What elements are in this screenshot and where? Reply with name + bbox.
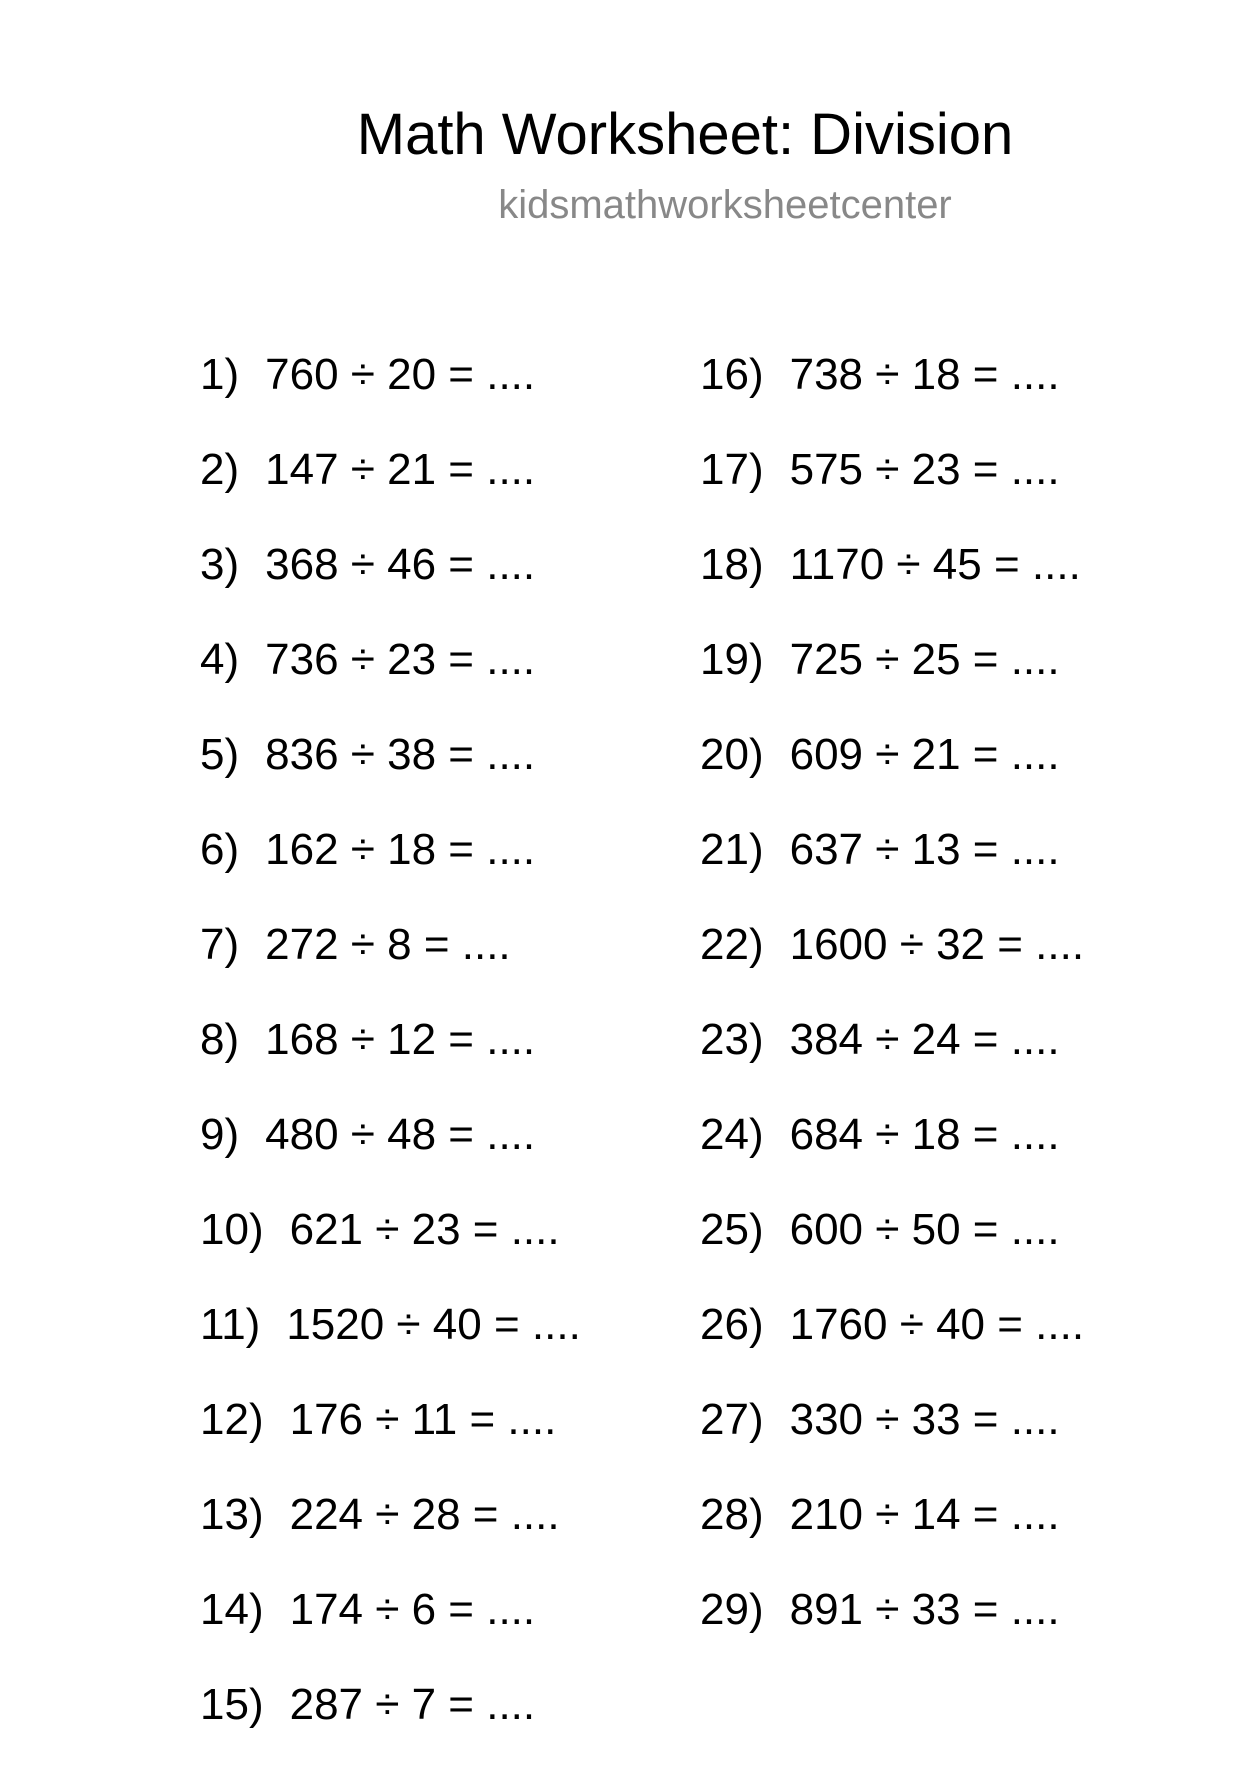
problem-expression: 684 ÷ 18 = .... bbox=[789, 1110, 1060, 1159]
problem-number: 5) bbox=[200, 730, 240, 779]
problem-expression: 609 ÷ 21 = .... bbox=[789, 730, 1060, 779]
problem-number: 24) bbox=[700, 1110, 764, 1159]
problem-3 bbox=[200, 535, 581, 630]
worksheet-source: kidsmathworksheetcenter bbox=[498, 183, 952, 227]
problem-expression: 738 ÷ 18 = .... bbox=[789, 350, 1060, 399]
problem-number: 28) bbox=[700, 1490, 764, 1539]
problem-expression: 176 ÷ 11 = .... bbox=[289, 1395, 557, 1444]
problem-number: 16) bbox=[700, 350, 764, 399]
problem-23 bbox=[700, 1010, 1084, 1105]
problem-expression: 174 ÷ 6 = .... bbox=[289, 1585, 536, 1634]
problem-14 bbox=[200, 1580, 581, 1675]
problem-expression: 162 ÷ 18 = .... bbox=[265, 825, 536, 874]
problem-17 bbox=[700, 440, 1084, 535]
problem-15 bbox=[200, 1675, 581, 1770]
problem-26 bbox=[700, 1295, 1084, 1390]
problem-number: 19) bbox=[700, 635, 764, 684]
problem-16 bbox=[700, 345, 1084, 440]
problem-12 bbox=[200, 1390, 581, 1485]
problem-number: 22) bbox=[700, 920, 764, 969]
problem-number: 11) bbox=[200, 1300, 261, 1349]
problem-8 bbox=[200, 1010, 581, 1105]
problem-number: 7) bbox=[200, 920, 240, 969]
problem-5 bbox=[200, 725, 581, 820]
problem-number: 29) bbox=[700, 1585, 764, 1634]
problem-expression: 224 ÷ 28 = .... bbox=[289, 1490, 560, 1539]
worksheet-title: Math Worksheet: Division bbox=[356, 102, 1014, 167]
problem-6 bbox=[200, 820, 581, 915]
problem-number: 15) bbox=[200, 1680, 264, 1729]
problem-expression: 1600 ÷ 32 = .... bbox=[789, 920, 1085, 969]
problem-number: 2) bbox=[200, 445, 240, 494]
problem-number: 14) bbox=[200, 1585, 264, 1634]
problem-number: 6) bbox=[200, 825, 240, 874]
problem-27 bbox=[700, 1390, 1084, 1485]
problem-number: 3) bbox=[200, 540, 240, 589]
problem-20 bbox=[700, 725, 1084, 820]
problem-expression: 330 ÷ 33 = .... bbox=[789, 1395, 1060, 1444]
problem-4 bbox=[200, 630, 581, 725]
problem-13 bbox=[200, 1485, 581, 1580]
problem-25 bbox=[700, 1200, 1084, 1295]
problem-29 bbox=[700, 1580, 1084, 1675]
problem-1 bbox=[200, 345, 581, 440]
problem-number: 10) bbox=[200, 1205, 264, 1254]
problem-number: 8) bbox=[200, 1015, 240, 1064]
problem-number: 18) bbox=[700, 540, 764, 589]
problem-number: 13) bbox=[200, 1490, 264, 1539]
problem-7 bbox=[200, 915, 581, 1010]
problem-number: 27) bbox=[700, 1395, 764, 1444]
problem-number: 21) bbox=[700, 825, 764, 874]
problem-expression: 836 ÷ 38 = .... bbox=[265, 730, 536, 779]
problem-number: 9) bbox=[200, 1110, 240, 1159]
problem-22 bbox=[700, 915, 1084, 1010]
problem-list-right bbox=[700, 345, 1084, 1675]
problem-11 bbox=[200, 1295, 581, 1390]
problem-2 bbox=[200, 440, 581, 535]
problem-expression: 621 ÷ 23 = .... bbox=[289, 1205, 560, 1254]
problem-expression: 1760 ÷ 40 = .... bbox=[789, 1300, 1085, 1349]
problem-24 bbox=[700, 1105, 1084, 1200]
problem-28 bbox=[700, 1485, 1084, 1580]
problem-19 bbox=[700, 630, 1084, 725]
problem-expression: 600 ÷ 50 = .... bbox=[789, 1205, 1060, 1254]
problem-expression: 480 ÷ 48 = .... bbox=[265, 1110, 536, 1159]
problem-expression: 384 ÷ 24 = .... bbox=[789, 1015, 1060, 1064]
problem-expression: 210 ÷ 14 = .... bbox=[789, 1490, 1060, 1539]
problem-number: 26) bbox=[700, 1300, 764, 1349]
problem-21 bbox=[700, 820, 1084, 915]
problem-expression: 368 ÷ 46 = .... bbox=[265, 540, 536, 589]
problem-expression: 891 ÷ 33 = .... bbox=[789, 1585, 1060, 1634]
problem-10 bbox=[200, 1200, 581, 1295]
problem-expression: 760 ÷ 20 = .... bbox=[265, 350, 536, 399]
problem-expression: 1170 ÷ 45 = .... bbox=[789, 540, 1081, 589]
problem-expression: 147 ÷ 21 = .... bbox=[265, 445, 536, 494]
problem-expression: 272 ÷ 8 = .... bbox=[265, 920, 511, 969]
problem-list-left bbox=[200, 345, 581, 1770]
problem-number: 12) bbox=[200, 1395, 264, 1444]
problem-number: 17) bbox=[700, 445, 764, 494]
problem-expression: 637 ÷ 13 = .... bbox=[789, 825, 1060, 874]
problem-expression: 725 ÷ 25 = .... bbox=[789, 635, 1060, 684]
problem-expression: 287 ÷ 7 = .... bbox=[289, 1680, 536, 1729]
problem-9 bbox=[200, 1105, 581, 1200]
problem-expression: 736 ÷ 23 = .... bbox=[265, 635, 536, 684]
problem-expression: 168 ÷ 12 = .... bbox=[265, 1015, 536, 1064]
problem-expression: 575 ÷ 23 = .... bbox=[789, 445, 1060, 494]
problem-number: 25) bbox=[700, 1205, 764, 1254]
problem-18 bbox=[700, 535, 1084, 630]
problem-number: 23) bbox=[700, 1015, 764, 1064]
problem-number: 20) bbox=[700, 730, 764, 779]
problem-number: 4) bbox=[200, 635, 240, 684]
problem-expression: 1520 ÷ 40 = .... bbox=[286, 1300, 581, 1349]
problem-number: 1) bbox=[200, 350, 240, 399]
